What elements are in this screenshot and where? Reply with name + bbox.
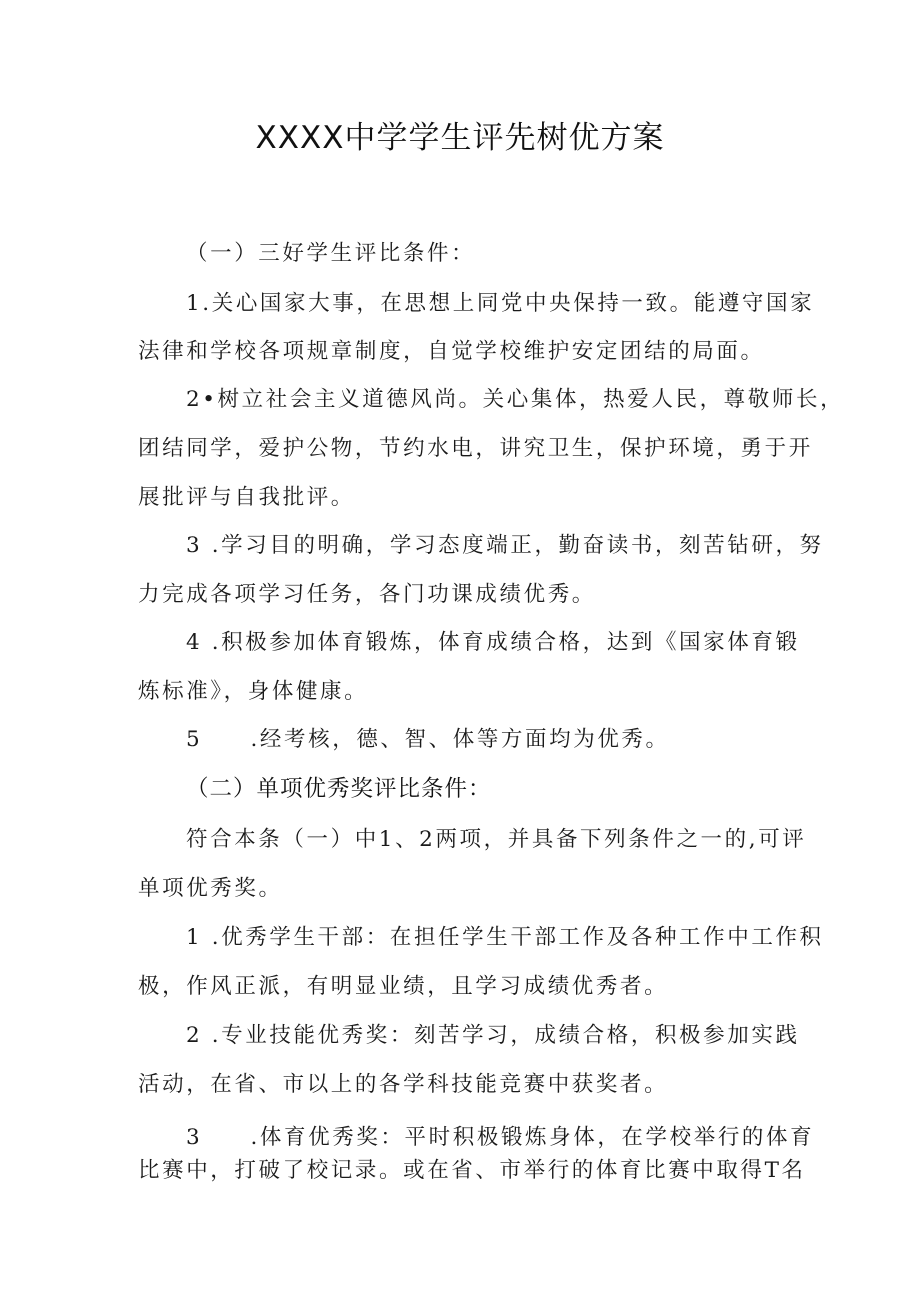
paragraph-line: 单项优秀奖。 [138, 876, 283, 901]
paragraph-line: 比赛中，打破了校记录。或在省、市举行的体育比赛中取得T名 [138, 1158, 806, 1183]
paragraph-line: 2 .专业技能优秀奖：刻苦学习，成绩合格，积极参加实践 [186, 1023, 800, 1048]
paragraph-line: 5 .经考核，德、智、体等方面均为优秀。 [186, 727, 670, 752]
paragraph-line: 2•树立社会主义道德风尚。关心集体，热爱人民，尊敬师长， [186, 387, 845, 412]
paragraph-line: 活动，在省、市以上的各学科技能竞赛中获奖者。 [138, 1072, 669, 1097]
paragraph-line: 4 .积极参加体育锻炼，体育成绩合格，达到《国家体育锻 [186, 630, 800, 655]
section-heading-2: （二）单项优秀奖评比条件： [186, 776, 492, 802]
section-heading-1: （一）三好学生评比条件： [186, 241, 476, 266]
paragraph-line: 1 .优秀学生干部：在担任学生干部工作及各种工作中工作积 [186, 925, 824, 950]
paragraph-line: 符合本条（一）中1、2两项，并具备下列条件之一的,可评 [186, 827, 807, 852]
paragraph-line: 1.关心国家大事，在思想上同党中央保持一致。能遵守国家 [186, 291, 815, 316]
paragraph-line: 展批评与自我批评。 [138, 485, 355, 510]
paragraph-line: 3 .体育优秀奖：平时积极锻炼身体，在学校举行的体育 [186, 1125, 815, 1150]
paragraph-line: 力完成各项学习任务，各门功课成绩优秀。 [138, 582, 596, 607]
paragraph-line: 3 .学习目的明确，学习态度端正，勤奋读书，刻苦钻研，努 [186, 533, 824, 558]
paragraph-line: 团结同学，爱护公物，节约水电，讲究卫生，保护环境，勇于开 [138, 436, 813, 461]
paragraph-line: 极，作风正派，有明显业绩，且学习成绩优秀者。 [138, 974, 669, 999]
document-title: XXXX中学学生评先树优方案 [255, 120, 665, 156]
paragraph-line: 炼标准》，身体健康。 [138, 679, 369, 704]
paragraph-line: 法律和学校各项规章制度，自觉学校维护安定团结的局面。 [138, 339, 765, 364]
